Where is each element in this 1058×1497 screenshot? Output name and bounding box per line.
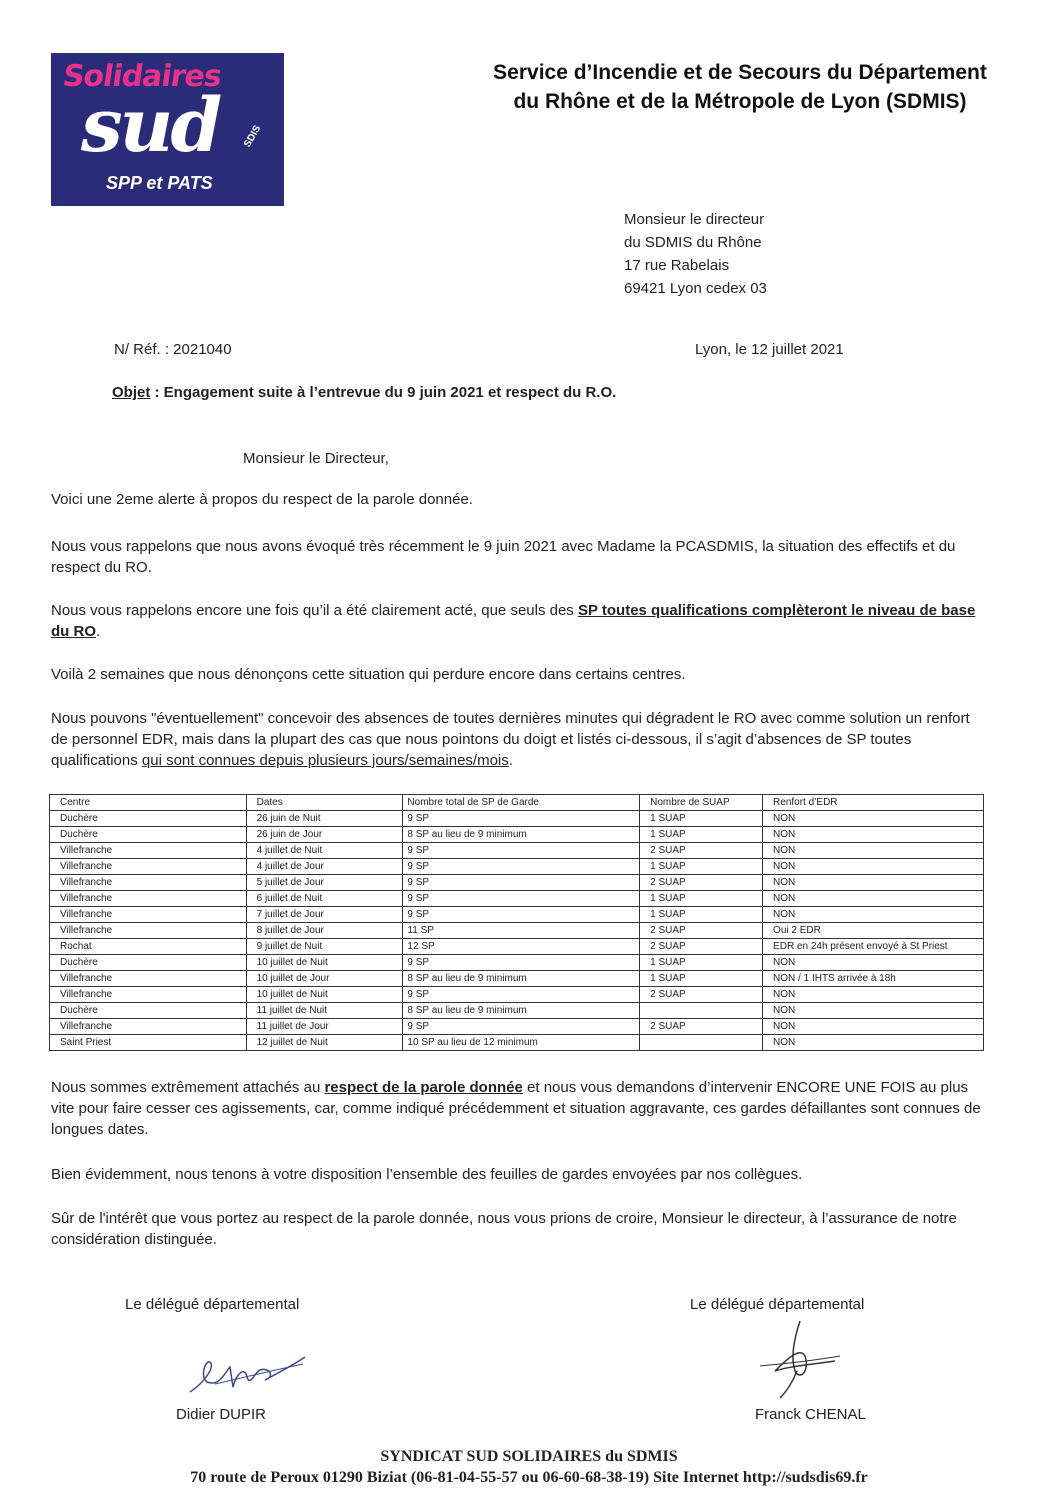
table-cell: 1 SUAP (640, 955, 763, 971)
table-cell (640, 1003, 763, 1019)
table-cell: NON / 1 IHTS arrivée à 18h (763, 971, 984, 987)
table-cell: 9 SP (403, 907, 640, 923)
table-cell: 2 SUAP (640, 843, 763, 859)
table-cell: NON (763, 1019, 984, 1035)
signature-left-image (185, 1352, 310, 1402)
table-header-row (50, 795, 984, 811)
table-header: Renfort d’EDR (763, 795, 984, 811)
table-cell: 2 SUAP (640, 923, 763, 939)
table-cell: Oui 2 EDR (763, 923, 984, 939)
table-cell: Villefranche (50, 923, 247, 939)
table-cell: NON (763, 907, 984, 923)
paragraph-text: et nous vous demandons d’intervenir ENCORE UNE FOIS au plus vite pour faire cesser ces agissements, car, comme indiqué précédemment et situation aggravante, ces gardes défaillantes sont connues de longues dates. (51, 1079, 981, 1138)
table-cell: EDR en 24h présent envoyé à St Priest (763, 939, 984, 955)
table-cell: 11 SP (403, 923, 640, 939)
subject-text: : Engagement suite à l’entrevue du 9 juin 2021 et respect du R.O. (150, 384, 617, 401)
signatory-name-right: Franck CHENAL (755, 1406, 866, 1423)
table-cell: 6 juillet de Nuit (246, 891, 403, 907)
table-cell: 12 juillet de Nuit (246, 1035, 403, 1051)
paragraph: Bien évidemment, nous tenons à votre disposition l’ensemble des feuilles de gardes envoyées par nos collègues. (51, 1166, 803, 1183)
table-row (50, 1019, 984, 1035)
table-cell: 10 juillet de Nuit (246, 987, 403, 1003)
table-cell: 2 SUAP (640, 939, 763, 955)
table-cell: 9 SP (403, 843, 640, 859)
signature-title-left: Le délégué départemental (125, 1296, 300, 1313)
logo-top-text: Solidaires (60, 59, 224, 94)
recipient-line: 17 rue Rabelais (624, 257, 730, 274)
table-cell: 4 juillet de Jour (246, 859, 403, 875)
table-row (50, 1035, 984, 1051)
table-cell: 9 SP (403, 875, 640, 891)
table-cell: NON (763, 1035, 984, 1051)
table-cell: 2 SUAP (640, 875, 763, 891)
header-line-2: du Rhône et de la Métropole de Lyon (SDMIS) (513, 90, 967, 113)
table-cell: NON (763, 827, 984, 843)
footer-title: SYNDICAT SUD SOLIDAIRES du SDMIS (380, 1448, 678, 1465)
table-row (50, 923, 984, 939)
logo-bottom-text: SPP et PATS (106, 173, 213, 193)
table-cell: 11 juillet de Nuit (246, 1003, 403, 1019)
paragraph-text: . (508, 752, 513, 769)
table-cell: 8 SP au lieu de 9 minimum (403, 971, 640, 987)
paragraph (51, 708, 986, 771)
table-cell: Villefranche (50, 875, 247, 891)
paragraph-emphasis: SP toutes qualifications complèteront le niveau de base du RO (51, 602, 976, 640)
table-cell: Duchère (50, 955, 247, 971)
table-cell: Villefranche (50, 859, 247, 875)
table-cell: Saint Priest (50, 1035, 247, 1051)
subject-line (112, 384, 616, 401)
table-cell: 8 SP au lieu de 9 minimum (403, 1003, 640, 1019)
table-cell: 9 SP (403, 811, 640, 827)
table-header: Dates (246, 795, 403, 811)
header-title (400, 58, 1058, 116)
table-cell: Villefranche (50, 891, 247, 907)
table-cell: Villefranche (50, 843, 247, 859)
recipient-line: du SDMIS du Rhône (624, 234, 762, 251)
table-row (50, 1003, 984, 1019)
table-row (50, 971, 984, 987)
table-cell: 1 SUAP (640, 891, 763, 907)
table-header: Nombre de SUAP (640, 795, 763, 811)
table-cell: 4 juillet de Nuit (246, 843, 403, 859)
table-row (50, 827, 984, 843)
paragraph-emphasis: respect de la parole donnée (324, 1079, 523, 1096)
paragraph: Nous vous rappelons que nous avons évoqué très récemment le 9 juin 2021 avec Madame la PCASDMIS, la situation des effectifs et du respect du RO. (51, 538, 956, 576)
paragraph: Voilà 2 semaines que nous dénonçons cette situation qui perdure encore dans certains centres. (51, 666, 686, 683)
recipient-line: 69421 Lyon cedex 03 (624, 280, 767, 297)
table-cell: NON (763, 955, 984, 971)
table-cell: 1 SUAP (640, 811, 763, 827)
table-cell: Villefranche (50, 1019, 247, 1035)
table-cell: 12 SP (403, 939, 640, 955)
paragraph (51, 1077, 986, 1140)
table-cell: Duchère (50, 827, 247, 843)
table-cell: Villefranche (50, 907, 247, 923)
table-cell: NON (763, 811, 984, 827)
paragraph (51, 600, 986, 642)
table-cell: Duchère (50, 811, 247, 827)
footer-contact: 70 route de Peroux 01290 Biziat (06-81-04-55-57 ou 06-60-68-38-19) Site Internet http://sudsdis69.fr (190, 1469, 868, 1486)
table-cell: 5 juillet de Jour (246, 875, 403, 891)
table-cell: 8 juillet de Jour (246, 923, 403, 939)
recipient-line: Monsieur le directeur (624, 211, 765, 228)
header-line-1: Service d’Incendie et de Secours du Département (493, 61, 987, 84)
greeting: Monsieur le Directeur, (243, 450, 389, 467)
subject-label: Objet (112, 384, 151, 401)
paragraph-text: . (96, 623, 101, 640)
table-cell: 8 SP au lieu de 9 minimum (403, 827, 640, 843)
table-cell: 2 SUAP (640, 1019, 763, 1035)
table-cell: 10 SP au lieu de 12 minimum (403, 1035, 640, 1051)
paragraph-underlined: qui sont connues depuis plusieurs jours/semaines/mois (141, 752, 509, 769)
table-cell: Duchère (50, 1003, 247, 1019)
paragraph: Sûr de l'intérêt que vous portez au respect de la parole donnée, nous vous prions de croire, Monsieur le directeur, à l’assurance de notre considération distinguée. (51, 1210, 957, 1248)
table-cell: 9 SP (403, 987, 640, 1003)
table-cell: 7 juillet de Jour (246, 907, 403, 923)
table-cell: 1 SUAP (640, 827, 763, 843)
table-header: Centre (50, 795, 247, 811)
table-cell: NON (763, 843, 984, 859)
recipient-address (624, 208, 767, 300)
table-cell (640, 1035, 763, 1051)
logo (51, 53, 284, 206)
table-cell: 26 juin de Nuit (246, 811, 403, 827)
paragraph-text: Nous vous rappelons encore une fois qu’il a été clairement acté, que seuls des (51, 602, 578, 619)
guard-table (49, 794, 984, 1051)
signature-title-right: Le délégué départemental (690, 1296, 865, 1313)
paragraph-text: Nous pouvons "éventuellement" concevoir des absences de toutes dernières minutes qui dégradent le RO avec comme solution un renfort de personnel EDR, mais dans la plupart des cas que nous pointons du doigt et listés ci-dessous, il s’agit d’absences de SP toutes qualifications (51, 710, 970, 769)
table-cell: 9 SP (403, 955, 640, 971)
table-cell: 9 juillet de Nuit (246, 939, 403, 955)
table-cell: NON (763, 891, 984, 907)
table-cell: 1 SUAP (640, 859, 763, 875)
logo-side-text: SDIS (242, 123, 264, 150)
letter-date: Lyon, le 12 juillet 2021 (695, 341, 844, 358)
table-body (50, 811, 984, 1051)
table-cell: 1 SUAP (640, 907, 763, 923)
signatory-name-left: Didier DUPIR (176, 1406, 267, 1423)
table-cell: Villefranche (50, 987, 247, 1003)
table-cell: Villefranche (50, 971, 247, 987)
logo-main-text: sud (81, 83, 220, 169)
table-cell: 11 juillet de Jour (246, 1019, 403, 1035)
table-row (50, 987, 984, 1003)
table-cell: NON (763, 987, 984, 1003)
table-cell: Rochat (50, 939, 247, 955)
table-row (50, 875, 984, 891)
table-cell: NON (763, 1003, 984, 1019)
table-row (50, 843, 984, 859)
table-cell: 9 SP (403, 859, 640, 875)
table-row (50, 907, 984, 923)
paragraph: Voici une 2eme alerte à propos du respect de la parole donnée. (51, 491, 473, 508)
table-cell: 10 juillet de Jour (246, 971, 403, 987)
table-row (50, 811, 984, 827)
signature-right-image (755, 1316, 845, 1401)
paragraph-text: Nous sommes extrêmement attachés au (51, 1079, 325, 1096)
table-header: Nombre total de SP de Garde (403, 795, 640, 811)
table-cell: NON (763, 875, 984, 891)
table-cell: 9 SP (403, 891, 640, 907)
table-cell: 9 SP (403, 1019, 640, 1035)
table-row (50, 859, 984, 875)
table-cell: 2 SUAP (640, 987, 763, 1003)
table-row (50, 939, 984, 955)
table-row (50, 891, 984, 907)
table-cell: NON (763, 859, 984, 875)
table-cell: 26 juin de Jour (246, 827, 403, 843)
table-cell: 10 juillet de Nuit (246, 955, 403, 971)
table-cell: 1 SUAP (640, 971, 763, 987)
table-row (50, 955, 984, 971)
reference: N/ Réf. : 2021040 (114, 341, 232, 358)
